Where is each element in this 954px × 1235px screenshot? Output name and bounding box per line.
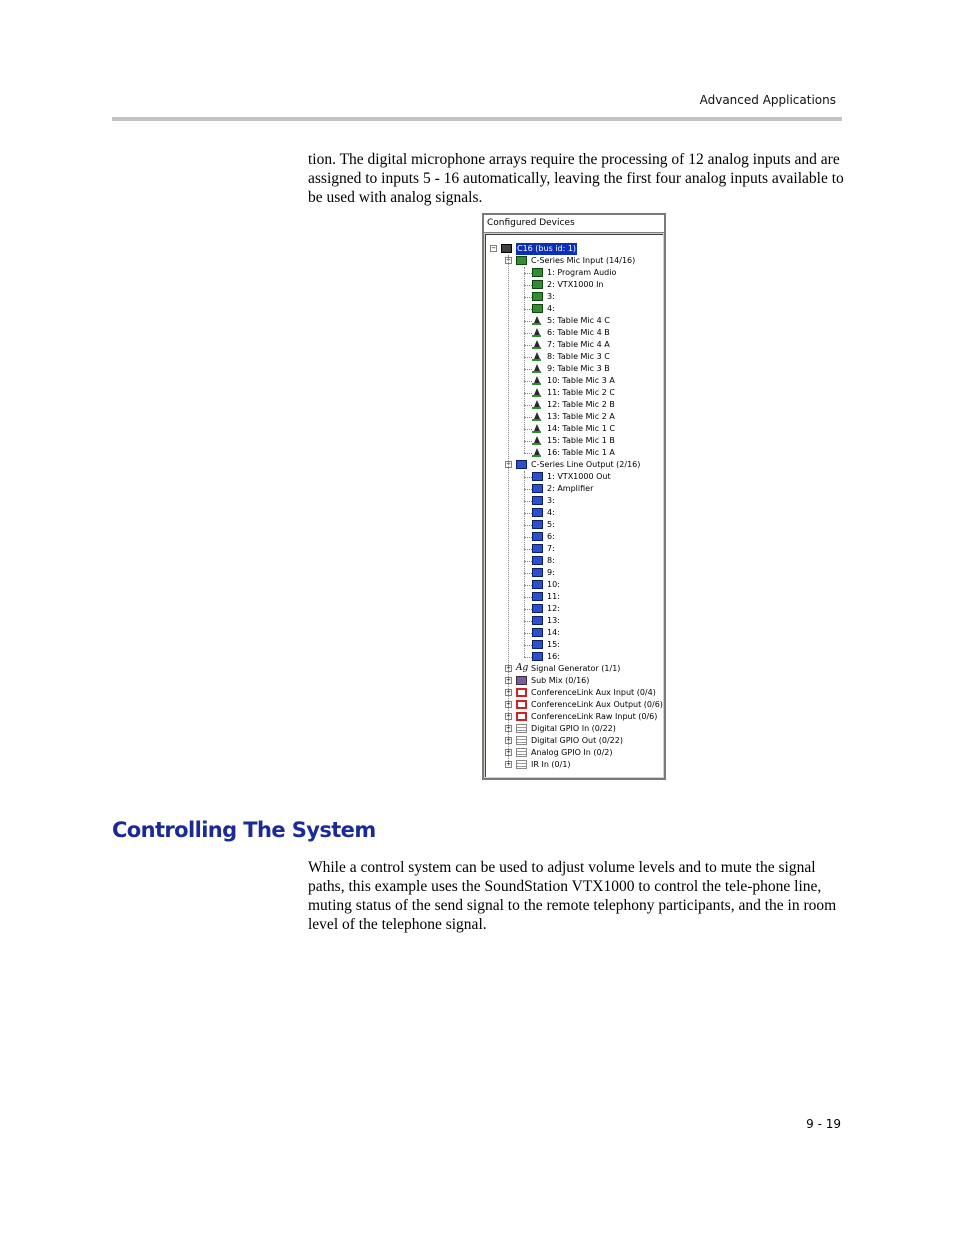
tree-item[interactable]	[486, 711, 666, 723]
output-channel-icon	[532, 472, 543, 481]
tree-item[interactable]	[486, 579, 666, 591]
tree-item-label: Sub Mix (0/16)	[531, 676, 590, 685]
mic-icon	[532, 340, 541, 350]
tree-item-label: 5:	[547, 520, 555, 529]
output-channel-icon	[532, 508, 543, 517]
tree-item[interactable]	[486, 267, 666, 279]
tree-item-label: 15:	[547, 640, 560, 649]
tree-item-label: 2: Amplifier	[547, 484, 594, 493]
tree-item[interactable]	[486, 351, 666, 363]
tree-item[interactable]	[486, 555, 666, 567]
tree-connector	[524, 453, 532, 454]
tree-connector	[524, 309, 532, 310]
tree-item[interactable]	[486, 531, 666, 543]
tree-item[interactable]	[486, 471, 666, 483]
analog-channel-icon	[532, 280, 543, 289]
tree-item-label: C16 (bus id: 1)	[517, 244, 577, 253]
output-channel-icon	[532, 616, 543, 625]
tree-item-label: ConferenceLink Aux Output (0/6)	[531, 700, 663, 709]
tree-item[interactable]	[486, 747, 666, 759]
tree-connector	[524, 645, 532, 646]
control-paragraph: While a control system can be used to adjust volume levels and to mute the signal paths, this example uses the SoundStation VTX1000 to control the tele-phone line, muting status of the send signal to the remote telephony participants, and the in room level of the telephone signal.	[308, 859, 837, 933]
page-number: 9 - 19	[806, 1117, 841, 1131]
output-channel-icon	[532, 604, 543, 613]
tree-connector	[524, 513, 532, 514]
tree-item-label: Analog GPIO In (0/2)	[531, 748, 613, 757]
mic-icon	[532, 376, 541, 386]
tree-item[interactable]	[486, 567, 666, 579]
tree-item[interactable]	[486, 507, 666, 519]
tree-connector	[524, 477, 532, 478]
tree-connector	[524, 429, 532, 430]
conferencelink-icon	[516, 700, 527, 709]
tree-item-label: 12: Table Mic 2 B	[547, 400, 615, 409]
tree-connector	[524, 417, 532, 418]
tree-item-label: 10: Table Mic 3 A	[547, 376, 615, 385]
tree-item-label: 15: Table Mic 1 B	[547, 436, 615, 445]
tree-item-label: 3:	[547, 496, 555, 505]
conferencelink-icon	[516, 688, 527, 697]
tree-item-label: 5: Table Mic 4 C	[547, 316, 610, 325]
tree-connector	[524, 405, 532, 406]
tree-item-label: 11:	[547, 592, 560, 601]
tree-item-label: 2: VTX1000 In	[547, 280, 604, 289]
tree-connector	[524, 297, 532, 298]
signal-generator-icon: Ag	[516, 663, 529, 673]
output-channel-icon	[532, 520, 543, 529]
section-heading: Controlling The System	[112, 818, 376, 842]
tree-connector	[524, 525, 532, 526]
tree-item-label: 6: Table Mic 4 B	[547, 328, 610, 337]
tree-connector	[524, 657, 532, 658]
output-channel-icon	[532, 580, 543, 589]
tree-connector	[524, 357, 532, 358]
tree-item-label: 9:	[547, 568, 555, 577]
tree-item[interactable]	[486, 255, 666, 267]
tree-connector	[524, 597, 532, 598]
mic-icon	[532, 388, 541, 398]
gpio-icon	[516, 736, 527, 745]
tree-item[interactable]	[486, 759, 666, 771]
analog-channel-icon	[532, 304, 543, 313]
tree-item-label: Digital GPIO In (0/22)	[531, 724, 616, 733]
tree-item-label: 16: Table Mic 1 A	[547, 448, 615, 457]
tree-item[interactable]	[486, 663, 666, 675]
analog-channel-icon	[532, 292, 543, 301]
tree-item[interactable]	[486, 279, 666, 291]
tree-item[interactable]	[486, 423, 666, 435]
tree-connector	[524, 489, 532, 490]
header-rule	[112, 117, 842, 121]
tree-item-label: 8: Table Mic 3 C	[547, 352, 610, 361]
collapse-icon[interactable]: −	[506, 256, 511, 264]
tree-connector	[524, 621, 532, 622]
expand-icon[interactable]: +	[506, 760, 511, 768]
tree-item[interactable]	[486, 411, 666, 423]
conferencelink-icon	[516, 712, 527, 721]
sub-mix-icon	[516, 676, 527, 685]
tree-item[interactable]	[486, 627, 666, 639]
mic-icon	[532, 424, 541, 434]
tree-item-label: 1: Program Audio	[547, 268, 617, 277]
mic-icon	[532, 448, 541, 458]
output-channel-icon	[532, 496, 543, 505]
expand-icon[interactable]: +	[506, 724, 511, 732]
tree-item[interactable]	[486, 519, 666, 531]
tree-item[interactable]	[486, 483, 666, 495]
tree-item[interactable]	[486, 315, 666, 327]
gpio-icon	[516, 724, 527, 733]
tree-item-label: 1: VTX1000 Out	[547, 472, 611, 481]
analog-channel-icon	[532, 268, 543, 277]
output-group-icon	[516, 460, 527, 469]
tree-item-label: 13:	[547, 616, 560, 625]
tree-item[interactable]	[486, 495, 666, 507]
tree-connector	[524, 585, 532, 586]
tree-item[interactable]	[486, 363, 666, 375]
mic-icon	[532, 412, 541, 422]
tree-item[interactable]	[486, 327, 666, 339]
gpio-icon	[516, 748, 527, 757]
output-channel-icon	[532, 532, 543, 541]
tree-item-label: 8:	[547, 556, 555, 565]
tree-connector	[524, 333, 532, 334]
tree-item[interactable]	[486, 339, 666, 351]
expand-icon[interactable]: +	[506, 700, 511, 708]
gpio-icon	[516, 760, 527, 769]
expand-icon[interactable]: +	[506, 748, 511, 756]
tree-connector	[524, 393, 532, 394]
tree-item-label: 13: Table Mic 2 A	[547, 412, 615, 421]
tree-connector	[508, 255, 509, 765]
output-channel-icon	[532, 592, 543, 601]
tree-connector	[524, 321, 532, 322]
tree-connector	[524, 537, 532, 538]
mic-icon	[532, 328, 541, 338]
intro-paragraph: tion. The digital microphone arrays require the processing of 12 analog inputs and are assigned to inputs 5 - 16 automatically, leaving the first four analog inputs available to be used with analog signals.	[308, 151, 844, 206]
tree-connector	[524, 549, 532, 550]
tree-item[interactable]	[486, 591, 666, 603]
tree-connector	[524, 381, 532, 382]
tree-item-label: 4:	[547, 508, 555, 517]
input-group-icon	[516, 256, 527, 265]
tree-item-label: 9: Table Mic 3 B	[547, 364, 610, 373]
output-channel-icon	[532, 568, 543, 577]
tree-item-label: ConferenceLink Raw Input (0/6)	[531, 712, 658, 721]
mic-icon	[532, 364, 541, 374]
tree-item-label: 14:	[547, 628, 560, 637]
tree-connector	[524, 609, 532, 610]
tree-item-label: 12:	[547, 604, 560, 613]
mic-icon	[532, 352, 541, 362]
tree-item[interactable]	[486, 435, 666, 447]
tree-item[interactable]	[486, 603, 666, 615]
tree-item[interactable]	[486, 459, 666, 471]
tree-item-label: 10:	[547, 580, 560, 589]
output-channel-icon	[532, 484, 543, 493]
tree-item[interactable]	[486, 387, 666, 399]
expand-icon[interactable]: +	[506, 712, 511, 720]
tree-connector	[524, 561, 532, 562]
output-channel-icon	[532, 652, 543, 661]
output-channel-icon	[532, 544, 543, 553]
expand-icon[interactable]: +	[506, 676, 511, 684]
collapse-icon[interactable]: −	[506, 460, 511, 468]
tree-item[interactable]	[486, 639, 666, 651]
expand-icon[interactable]: +	[506, 736, 511, 744]
tree-connector	[524, 369, 532, 370]
tree-item-label: 14: Table Mic 1 C	[547, 424, 615, 433]
tree-connector	[524, 267, 525, 453]
tree-root-device[interactable]	[486, 243, 666, 255]
tree-item[interactable]	[486, 687, 666, 699]
tree-item[interactable]	[486, 447, 666, 459]
tree-item-label: C-Series Line Output (2/16)	[531, 460, 641, 469]
expand-icon[interactable]: +	[506, 664, 511, 672]
tree-item[interactable]	[486, 615, 666, 627]
tree-connector	[524, 573, 532, 574]
running-header: Advanced Applications	[699, 93, 836, 107]
tree-item-label: Digital GPIO Out (0/22)	[531, 736, 623, 745]
tree-item-label: C-Series Mic Input (14/16)	[531, 256, 636, 265]
tree-item-label: 16:	[547, 652, 560, 661]
output-channel-icon	[532, 640, 543, 649]
tree-connector	[524, 471, 525, 657]
tree-connector	[524, 273, 532, 274]
tree-connector	[524, 441, 532, 442]
device-tree[interactable]	[485, 234, 663, 777]
tree-item[interactable]	[486, 375, 666, 387]
tree-item[interactable]	[486, 291, 666, 303]
tree-item[interactable]	[486, 399, 666, 411]
tree-item-label: Signal Generator (1/1)	[531, 664, 621, 673]
mic-icon	[532, 400, 541, 410]
output-channel-icon	[532, 628, 543, 637]
tree-item-label: 4:	[547, 304, 555, 313]
mic-icon	[532, 316, 541, 326]
output-channel-icon	[532, 556, 543, 565]
tree-connector	[524, 285, 532, 286]
mic-icon	[532, 436, 541, 446]
tree-item-label: 7:	[547, 544, 555, 553]
tree-item[interactable]	[486, 723, 666, 735]
tree-item[interactable]	[486, 303, 666, 315]
configured-devices-panel	[482, 213, 666, 780]
tree-item[interactable]	[486, 675, 666, 687]
expand-icon[interactable]: +	[506, 688, 511, 696]
tree-item-label: 3:	[547, 292, 555, 301]
tree-connector	[524, 633, 532, 634]
collapse-icon[interactable]: −	[491, 244, 496, 252]
tree-item-label: 11: Table Mic 2 C	[547, 388, 615, 397]
tree-item-label: 6:	[547, 532, 555, 541]
tree-item-label: ConferenceLink Aux Input (0/4)	[531, 688, 656, 697]
tree-item[interactable]	[486, 735, 666, 747]
tree-item[interactable]	[486, 543, 666, 555]
tree-connector	[524, 345, 532, 346]
tree-item[interactable]	[486, 651, 666, 663]
panel-title: Configured Devices	[484, 215, 664, 233]
device-icon	[501, 244, 512, 253]
tree-item-label: IR In (0/1)	[531, 760, 571, 769]
tree-connector	[524, 501, 532, 502]
tree-item[interactable]	[486, 699, 666, 711]
tree-item-label: 7: Table Mic 4 A	[547, 340, 610, 349]
